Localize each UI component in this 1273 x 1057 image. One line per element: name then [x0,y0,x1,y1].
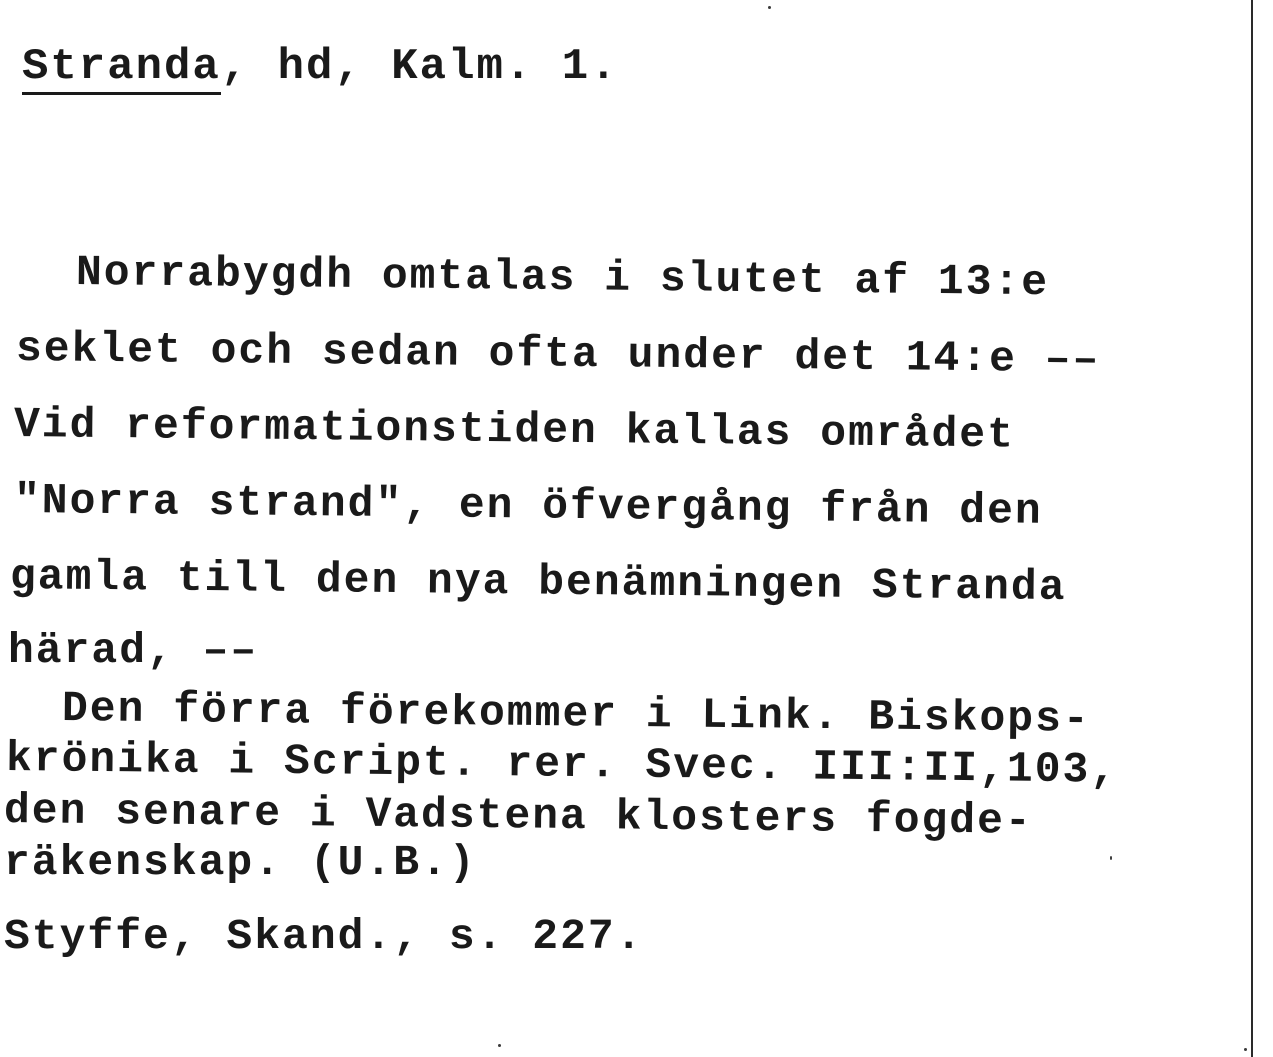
text-line-8: krönika i Script. rer. Svec. III:II,103, [5,734,1119,795]
ink-speck [1244,1048,1247,1051]
card-edge [1251,0,1253,1057]
text-line-10: räkenskap. (U.B.) [4,838,477,887]
ink-speck [1110,856,1112,860]
text-line-11: Styffe, Skand., s. 227. [4,912,644,961]
text-line-2: seklet och sedan ofta under det 14:e –– [15,324,1101,385]
text-line-5: gamla till den nya benämningen Stranda [9,552,1067,613]
place-name: Stranda [22,42,221,95]
ink-speck [768,6,771,9]
text-line-7: Den förra förekommer i Link. Biskops- [61,684,1091,744]
card-heading [22,42,619,92]
ink-speck [498,1044,501,1047]
text-line-6: härad, –– [8,626,259,675]
text-line-9: den senare i Vadstena klosters fogde- [3,786,1033,846]
text-line-1: Norrabygdh omtalas i slutet af 13:e [75,248,1050,308]
text-line-4: "Norra strand", en öfvergång från den [13,476,1043,536]
text-line-3: Vid reformationstiden kallas området [13,400,1016,460]
heading-details: , hd, Kalm. 1. [220,42,619,92]
